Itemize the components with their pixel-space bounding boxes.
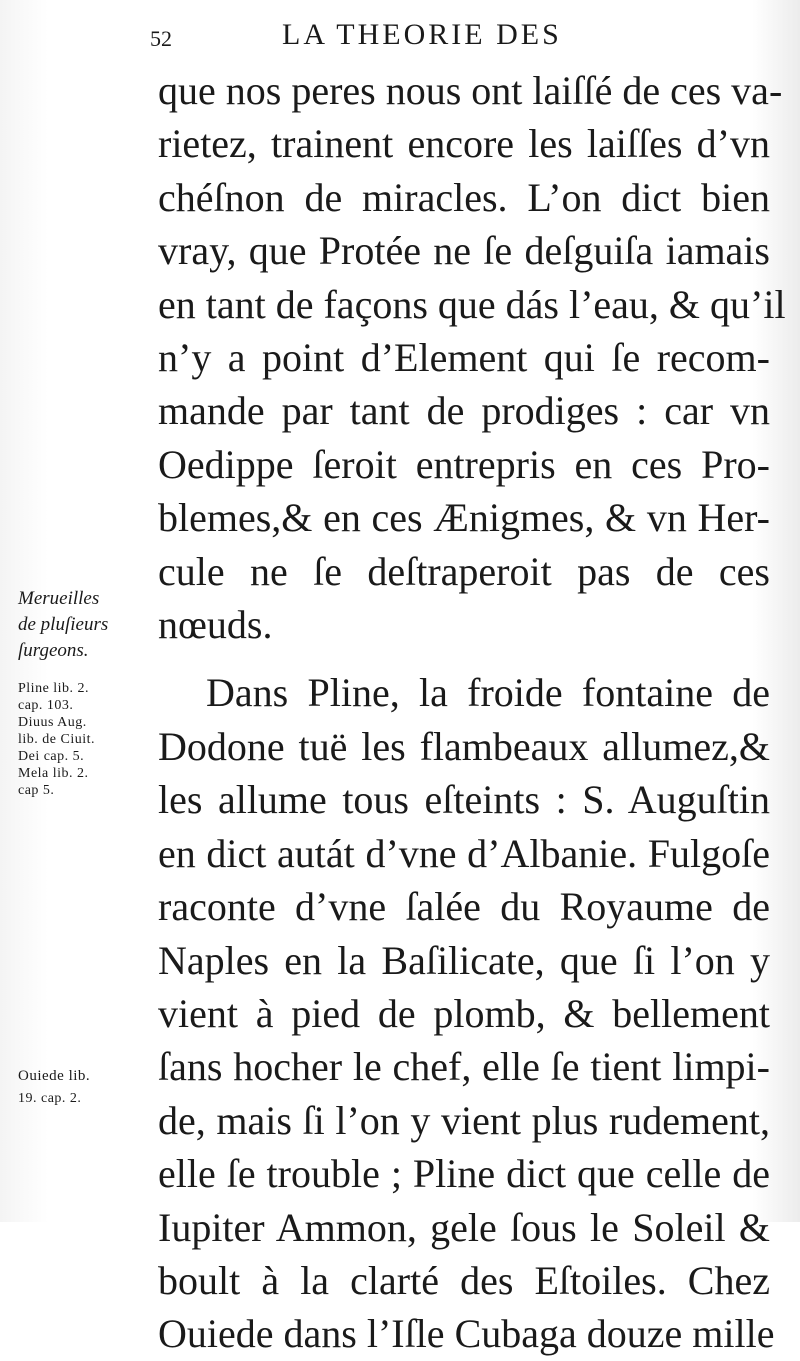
text-line: les allume tous eſteints : S. Auguſtin	[158, 777, 770, 823]
text-line: raconte d’vne ſalée du Royaume de	[158, 884, 770, 930]
margin-note-line: cap 5.	[18, 783, 55, 798]
text-line: n’y a point d’Element qui ſe recom-	[158, 335, 770, 381]
text-line: vient à pied de plomb, & bellement	[158, 990, 770, 1036]
text-line: mande par tant de prodiges : car vn	[158, 388, 770, 434]
text-line: nœuds.	[158, 602, 273, 648]
margin-note-line: de pluſieurs	[18, 614, 109, 635]
margin-note-references	[18, 680, 95, 799]
margin-note-line: Dei cap. 5.	[18, 749, 85, 764]
margin-note-ouiede	[18, 1062, 90, 1107]
text-line: ſans hocher le chef, elle ſe tient limpi-	[158, 1044, 770, 1090]
main-text	[158, 64, 786, 1361]
text-line: en tant de façons que dás l’eau, & qu’il	[158, 281, 786, 327]
text-line: vray, que Protée ne ſe deſguiſa iamais	[158, 228, 770, 274]
margin-note-line: ſurgeons.	[18, 640, 89, 661]
text-line: Iupiter Ammon, gele ſous le Soleil &	[158, 1204, 770, 1250]
text-line: Dans Pline, la froide fontaine de	[206, 670, 770, 716]
margin-note-line: lib. de Ciuit.	[18, 732, 95, 747]
text-line: Ouiede dans l’Iſle Cubaga douze mille	[158, 1311, 775, 1357]
text-line: blemes,& en ces Ænigmes, & vn Her-	[158, 495, 770, 541]
text-line: elle ſe trouble ; Pline dict que celle de	[158, 1151, 770, 1197]
margin-note-heading	[18, 586, 108, 664]
text-line: chéſnon de miracles. L’on dict bien	[158, 174, 770, 220]
text-line: Oedippe ſeroit entrepris en ces Pro-	[158, 441, 770, 487]
text-line: que nos peres nous ont laiſſé de ces va-	[158, 68, 783, 113]
text-line: de, mais ſi l’on y vient plus rudement,	[158, 1097, 770, 1143]
text-line: en dict autát d’vne d’Albanie. Fulgoſe	[158, 830, 770, 876]
margin-note-line: Mela lib. 2.	[18, 766, 89, 781]
margin-note-line: Merueilles	[18, 588, 100, 609]
text-line: Dodone tuë les flambeaux allumez,&	[158, 723, 770, 769]
text-line: boult à la clarté des Eſtoiles. Chez	[158, 1257, 770, 1303]
text-line: cule ne ſe deſtraperoit pas de ces	[158, 548, 770, 594]
running-head: LA THEORIE DES	[282, 18, 562, 51]
text-line: Naples en la Baſilicate, que ſi l’on y	[158, 937, 770, 983]
page-number: 52	[150, 26, 172, 51]
margin-note-line: cap. 103.	[18, 698, 74, 713]
margin-note-line: Ouiede lib.	[18, 1068, 91, 1084]
margin-note-line: Pline lib. 2.	[18, 681, 90, 696]
margin-note-line: 19. cap. 2.	[18, 1091, 82, 1106]
text-line: rietez, trainent encore les laiſſes d’vn	[158, 121, 770, 167]
margin-note-line: Diuus Aug.	[18, 715, 87, 730]
paragraph-gap	[158, 651, 770, 666]
